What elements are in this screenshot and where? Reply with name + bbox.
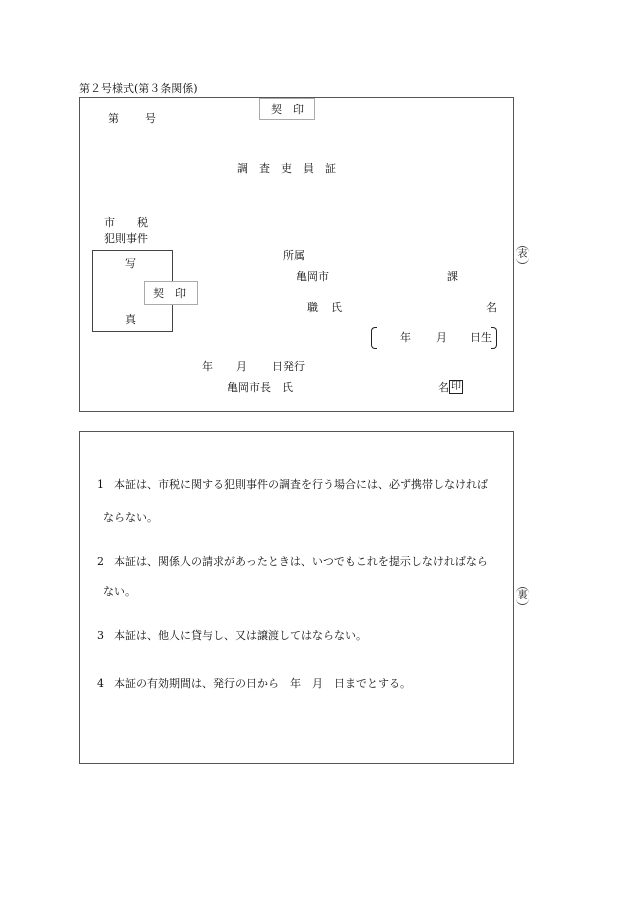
top-tally-seal xyxy=(259,98,315,120)
birthdate-bracket-left xyxy=(371,327,377,349)
back-item-1-number: 1 xyxy=(97,478,104,491)
affiliation-label: 所属 xyxy=(283,249,305,262)
front-side-label: 表 xyxy=(516,246,529,264)
back-item-4-number: 4 xyxy=(97,677,104,690)
birth-month-label: 月 xyxy=(436,331,447,344)
mayor-name-suffix: 名 xyxy=(438,381,449,394)
birth-day-label: 日生 xyxy=(470,331,492,344)
form-title: 第２号様式(第３条関係) xyxy=(79,82,198,95)
tax-label-2: 犯則事件 xyxy=(104,232,148,245)
photo-tally-seal xyxy=(144,281,198,305)
section-label: 課 xyxy=(447,270,458,283)
back-item-2-text: 本証は、関係人の請求があったときは、いつでもこれを提示しなければなら xyxy=(114,555,488,568)
photo-tally-seal-label: 契 印 xyxy=(153,287,186,300)
birthdate-bracket-right xyxy=(491,327,497,349)
back-item-1-text: 本証は、市税に関する犯則事件の調査を行う場合には、必ず携帯しなければ xyxy=(114,478,488,491)
birth-year-label: 年 xyxy=(400,331,411,344)
photo-label-top: 写 xyxy=(125,257,136,270)
back-item-3-number: 3 xyxy=(97,629,104,642)
back-item-3-text: 本証は、他人に貸与し、又は譲渡してはならない。 xyxy=(114,629,367,642)
number-label: 第 xyxy=(108,112,119,125)
name-prefix-label: 氏 xyxy=(331,301,342,314)
issue-month-label: 月 xyxy=(236,360,247,373)
photo-label-bottom: 真 xyxy=(125,313,136,326)
name-suffix-label: 名 xyxy=(486,301,497,314)
issue-year-label: 年 xyxy=(202,360,213,373)
number-suffix: 号 xyxy=(145,112,156,125)
issue-day-label: 日発行 xyxy=(272,360,305,373)
position-label: 職 xyxy=(307,301,318,314)
card-title: 調 査 吏 員 証 xyxy=(237,162,336,175)
back-item-1-text-cont: ならない。 xyxy=(103,511,158,524)
mayor-label: 亀岡市長 氏 xyxy=(227,381,293,394)
back-item-2-text-cont: ない。 xyxy=(103,585,136,598)
tax-label-1: 市 税 xyxy=(104,216,148,229)
back-item-4-text: 本証の有効期間は、発行の日から 年 月 日までとする。 xyxy=(114,677,411,690)
top-tally-seal-label: 契 印 xyxy=(271,103,304,116)
back-side-label: 裏 xyxy=(516,587,529,605)
city-label: 亀岡市 xyxy=(296,270,329,283)
back-item-2-number: 2 xyxy=(97,555,104,568)
official-stamp: 印 xyxy=(451,381,461,392)
